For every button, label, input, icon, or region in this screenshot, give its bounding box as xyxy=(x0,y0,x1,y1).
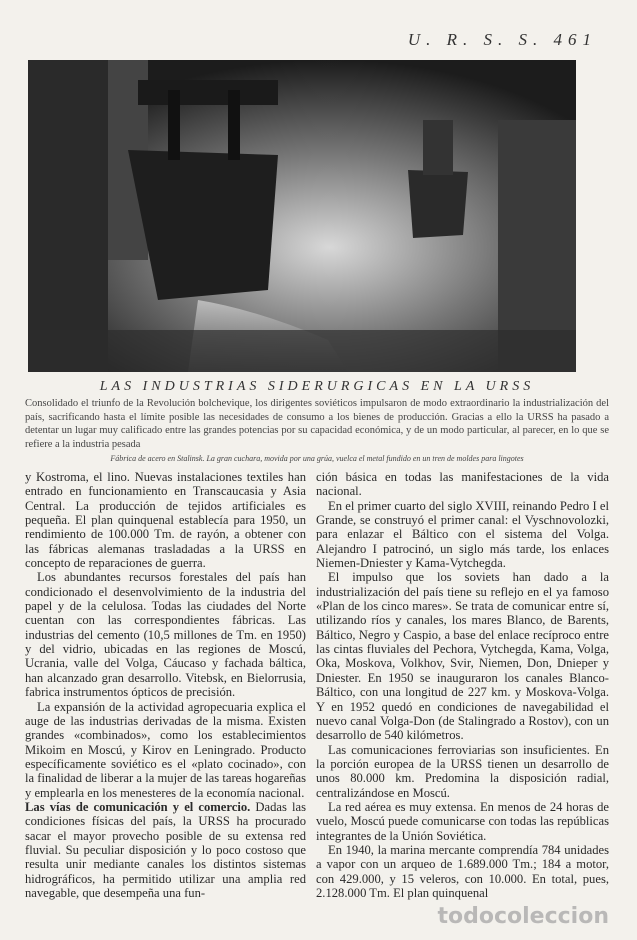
caption-text: Consolidado el triunfo de la Revolución bolchevique, los dirigentes soviéticos impulsaron de modo extraordinario la industrialización del país, sacrificando hasta el límite posible las necesidades de consumo a los bienes de producción. Gracias a ello la URSS ha pasado a detentar un lugar muy calificado entre las grandes potencias por su capacidad económica, y de un modo particular, al parecer, en lo que se refiere a la industria pesada xyxy=(25,398,609,450)
paragraph: y Kostroma, el lino. Nuevas instalaciones textiles han entrado en funcionamiento en Transcaucasia y Asia Central. La producción de tejidos artificiales es pequeña. El plan quinquenal establecía para 1950, un rendimiento de 100.000 Tm. de rayón, a obtener con las fábricas alemanas trasladadas a la URSS en concepto de reparaciones de guerra. xyxy=(25,470,306,571)
paragraph xyxy=(25,800,306,900)
paragraph: Los abundantes recursos forestales del país han condicionado el desenvolvimiento de la industria del papel y de la celulosa. Todas las ciudades del Norte cuentan con las correspondientes fábricas. Las industrias del cemento (10,5 millones de Tm. en 1950) y del vidrio, ubicadas en las regiones de Moscú, Ucrania, valle del Volga, Cáucaso y fachada báltica, han alcanzado gran desarrollo. Vitebsk, en Bielorrusia, fabrica instrumentos ópticos de precisión. xyxy=(25,570,306,700)
watermark: todocoleccion xyxy=(437,904,609,930)
photo-credit: Fábrica de acero en Stalinsk. La gran cuchara, movida por una grúa, vuelca el metal fundido en un tren de moldes para lingotes xyxy=(110,454,524,463)
paragraph: Las comunicaciones ferroviarias son insuficientes. En la porción europea de la URSS tienen un desarrollo de unos 80.000 km. Predomina la disposición radial, centralizándose en Moscú. xyxy=(316,742,609,800)
paragraph-text: Dadas las condiciones físicas del país, la URSS ha procurado sacar el mayor provecho posible de su extensa red fluvial. Su peculiar disposición y lo poco costoso que resulta unir mediante canales los distintos sistemas hidrográficos, ha permitido utilizar una amplia red navegable, que desempeña una fun- xyxy=(25,799,306,900)
section-heading: Las vías de comunicación y el comercio. xyxy=(25,799,251,814)
paragraph: ción básica en todas las manifestaciones de la vida nacional. xyxy=(316,470,609,499)
body-columns xyxy=(25,470,609,900)
figure-caption xyxy=(25,397,609,451)
paragraph: La expansión de la actividad agropecuaria explica el auge de las industrias derivadas de la misma. Existen grandes «combinados», como los establecimientos Mikoim en Moscú, y Kirov en Leningrado. Producto específicamente soviético es el «plato cocinado», con la finalidad de liberar a la mujer de las tareas hogareñas y emplearla en los menesteres de la economía nacional. xyxy=(25,699,306,800)
page-number: 461 xyxy=(553,30,597,49)
running-title: U. R. S. S. xyxy=(407,30,544,49)
paragraph: La red aérea es muy extensa. En menos de 24 horas de vuelo, Moscú puede comunicarse con todas las repúblicas integrantes de la Unión Soviética. xyxy=(316,799,609,843)
figure-title: LAS INDUSTRIAS SIDERURGICAS EN LA URSS xyxy=(99,379,535,394)
left-column xyxy=(25,470,306,900)
right-column xyxy=(316,470,609,900)
paragraph: El impulso que los soviets han dado a la industrialización del país tiene su reflejo en el ya famoso «Plan de los cinco mares». Se trata de comunicar entre sí, utilizando ríos y canales, los mares Blanco, de Barents, Báltico, Negro y Caspio, a base del enlace recíproco entre las cintas fluviales del Pechora, Vytchegda, Kama, Volga, Oka, Moskova, Volkhov, Svir, Niemen, Don, Dnieper y Dniester. En 1950 se inauguraron los canales Blanco-Báltico, con una longitud de 227 km. y Moskova-Volga. Y en 1952 quedó en condiciones de navegabilidad el nuevo canal Volga-Don (de Stalingrado a Rostov), con un desarrollo de 540 kilómetros. xyxy=(316,570,609,743)
paragraph: En el primer cuarto del siglo XVIII, reinando Pedro I el Grande, se construyó el primer canal: el Vyschnovolozki, para enlazar el Báltico con el sistema del Volga. Alejandro I patrocinó, un siglo más tarde, los enlaces Niemen-Dniester y Kama-Vytchegda. xyxy=(316,498,609,571)
paragraph: En 1940, la marina mercante comprendía 784 unidades a vapor con un arqueo de 1.689.000 Tm.; 184 a motor, con 429.000, y 15 veleros, con 10.000. En total, pues, 2.128.000 Tm. El plan quinquenal xyxy=(316,842,609,900)
